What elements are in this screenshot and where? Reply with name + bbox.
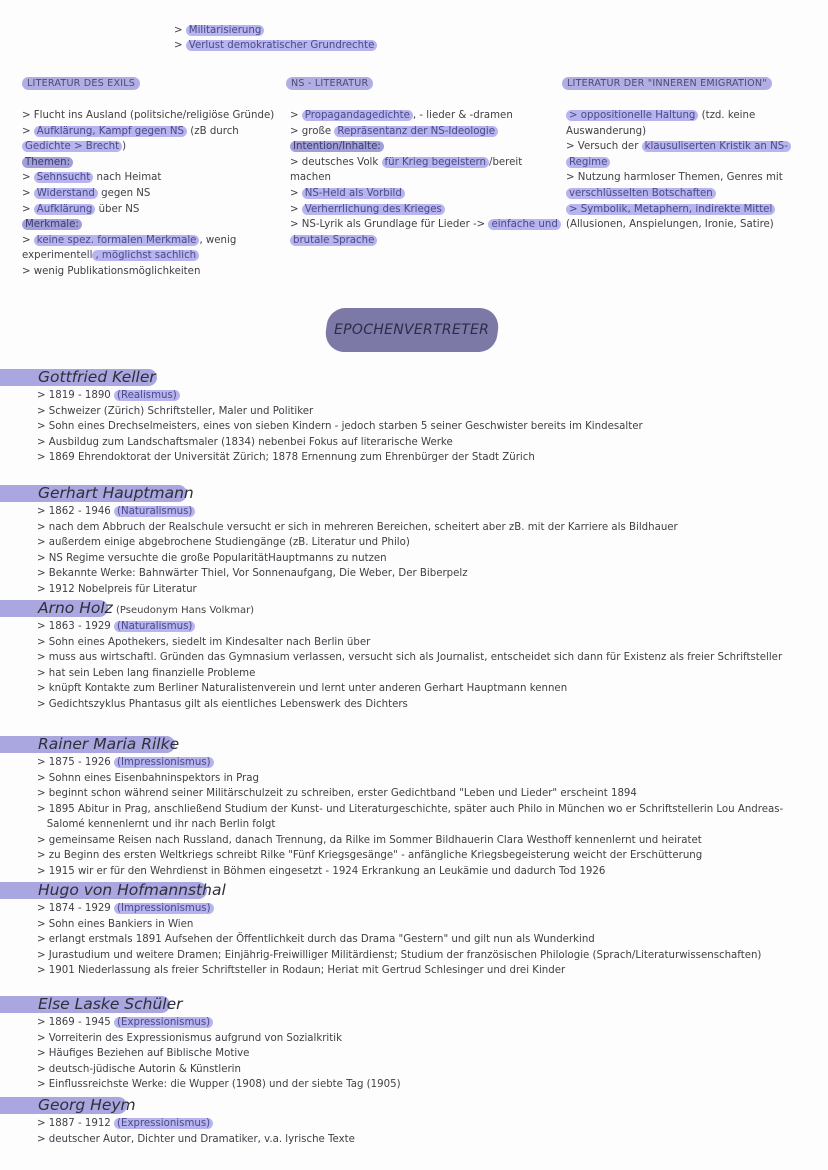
highlight: Sehnsucht	[34, 172, 93, 183]
author-years: > 1874 - 1929 (Impressionismus)	[37, 901, 214, 917]
highlight: Regime	[566, 157, 610, 168]
column-line: > NS-Held als Vorbild	[290, 186, 405, 202]
section-badge-label: EPOCHENVERTRETER	[334, 322, 490, 338]
epoch-tag: (Realismus)	[114, 390, 180, 401]
highlight: Aufklärung, Kampf gegen NS	[34, 126, 187, 137]
author-fact: > Ausbildug zum Landschaftsmaler (1834) nebenbei Fokus auf literarische Werke	[37, 436, 453, 448]
author-name: Gerhart Hauptmann	[38, 484, 194, 502]
column-line	[566, 155, 610, 171]
author-fact: > Sohn eines Bankiers in Wien	[37, 918, 194, 930]
author-name: Arno Holz (Pseudonym Hans Volkmar)	[38, 599, 255, 617]
author-years: > 1887 - 1912 (Expressionismus)	[37, 1116, 213, 1132]
column-line: > Verherrlichung des Krieges	[290, 202, 445, 218]
author-years: > 1862 - 1946 (Naturalismus)	[37, 504, 195, 520]
highlight: für Krieg begeistern	[382, 157, 489, 168]
epoch-tag: (Impressionismus)	[114, 903, 214, 914]
author-fact: > knüpft Kontakte zum Berliner Naturalistenverein und lernt unter anderen Gerhart Hauptmann kennen	[37, 683, 568, 694]
author-name: Else Laske Schüler	[38, 995, 183, 1013]
author-fact: > hat sein Leben lang finanzielle Probleme	[37, 667, 256, 679]
author-fact: > gemeinsame Reisen nach Russland, danach Trennung, da Rilke im Sommer Bildhauerin Clara Westhoff kennenlernt und heiratet	[37, 834, 702, 846]
author-note: (Pseudonym Hans Volkmar)	[112, 605, 255, 616]
author-years: > 1819 - 1890 (Realismus)	[37, 388, 180, 404]
epoch-tag: (Naturalismus)	[114, 506, 195, 517]
top-item-1: > Verlust demokratischer Grundrechte	[174, 38, 377, 54]
column-line: > große Repräsentanz der NS-Ideologie	[290, 124, 498, 140]
highlight: Propagandagedichte	[302, 110, 413, 121]
column-line	[22, 155, 73, 171]
highlight: > Symbolik, Metaphern, indirekte Mittel	[566, 204, 775, 215]
subheading: Themen:	[22, 157, 73, 168]
column-title-ns: NS - LITERATUR	[286, 77, 373, 90]
author-fact: > Bekannte Werke: Bahnwärter Thiel, Vor Sonnenaufgang, Die Weber, Der Biberpelz	[37, 568, 468, 579]
author-fact: > Sohn eines Apothekers, siedelt im Kindesalter nach Berlin über	[37, 636, 371, 648]
author-fact: > 1901 Niederlassung als freier Schriftsteller in Rodaun; Heriat mit Gertrud Schlesinger und drei Kinder	[37, 965, 566, 976]
highlight: , möglichst sachlich	[92, 250, 199, 261]
author-fact: > muss aus wirtschaftl. Gründen das Gymnasium verlassen, versucht sich als Journalist, entscheidet sich dann für Existenz als freier Schriftsteller	[37, 652, 783, 663]
author-fact: > NS Regime versuchte die große PopularitätHauptmanns zu nutzen	[37, 552, 387, 564]
column-line: > Aufklärung über NS	[22, 203, 140, 215]
author-fact: > Sohnn eines Eisenbahninspektors in Prag	[37, 772, 259, 784]
column-line: machen	[290, 172, 331, 184]
highlight: Aufklärung	[34, 204, 96, 215]
column-line: > oppositionelle Haltung (tzd. keine	[566, 108, 755, 124]
column-line: experimentell , möglichst sachlich	[22, 248, 199, 264]
top-item-text: Verlust demokratischer Grundrechte	[186, 40, 378, 51]
epoch-tag: (Expressionismus)	[114, 1017, 213, 1028]
author-fact: > Vorreiterin des Expressionismus aufgrund von Sozialkritik	[37, 1032, 342, 1044]
author-fact: > außerdem einige abgebrochene Studiengänge (zB. Literatur und Philo)	[37, 537, 410, 548]
author-fact: > 1895 Abitur in Prag, anschließend Studium der Kunst- und Literaturgeschichte, später auch Philo in München wo er Schriftstellerin Lou Andreas-	[37, 803, 784, 815]
section-badge	[323, 308, 501, 352]
highlight: Widerstand	[34, 188, 98, 199]
column-line: > NS-Lyrik als Grundlage für Lieder -> einfache und	[290, 217, 561, 233]
author-years: > 1869 - 1945 (Expressionismus)	[37, 1015, 213, 1031]
author-years: > 1875 - 1926 (Impressionismus)	[37, 755, 214, 771]
highlight: keine spez. formalen Merkmale	[34, 235, 200, 246]
highlight: brutale Sprache	[290, 235, 377, 246]
subheading: Intention/Inhalte:	[290, 141, 384, 152]
highlight: Verherrlichung des Krieges	[302, 204, 445, 215]
author-fact: > 1869 Ehrendoktorat der Universität Zürich; 1878 Ernennung zum Ehrenbürger der Stadt Zürich	[37, 452, 535, 463]
top-item-0: > Militarisierung	[174, 23, 264, 39]
epoch-tag: (Expressionismus)	[114, 1118, 213, 1129]
highlight: Repräsentanz der NS-Ideologie	[334, 126, 498, 137]
author-fact: > 1912 Nobelpreis für Literatur	[37, 583, 197, 595]
highlight: einfache und	[488, 219, 560, 230]
column-line: Gedichte > Brecht )	[22, 139, 126, 155]
author-fact: > Gedichtszyklus Phantasus gilt als eientliches Lebenswerk des Dichters	[37, 698, 408, 710]
author-fact: > deutsch-jüdische Autorin & Künstlerin	[37, 1063, 241, 1075]
author-fact: > Schweizer (Zürich) Schriftsteller, Maler und Politiker	[37, 405, 314, 417]
author-fact: Salomé kennenlernt und ihr nach Berlin folgt	[37, 819, 276, 830]
highlight: klausuliserten Kristik an NS-	[642, 141, 791, 152]
column-line: > Widerstand gegen NS	[22, 188, 151, 199]
column-line	[22, 217, 82, 233]
author-fact: > nach dem Abbruch der Realschule versucht er sich in mehreren Bereichen, scheitert aber zB. mit der Karriere als Bildhauer	[37, 521, 678, 533]
epoch-tag: (Naturalismus)	[114, 621, 195, 632]
author-years: > 1863 - 1929 (Naturalismus)	[37, 619, 195, 635]
column-line: > Sehnsucht nach Heimat	[22, 172, 162, 184]
column-line	[290, 233, 377, 249]
highlight: NS-Held als Vorbild	[302, 188, 405, 199]
author-fact: > Häufiges Beziehen auf Biblische Motive	[37, 1048, 250, 1059]
highlight: verschlüsselten Botschaften	[566, 188, 716, 199]
highlight: Gedichte > Brecht	[22, 141, 122, 152]
column-line: > deutsches Volk für Krieg begeistern /bereit	[290, 156, 523, 168]
author-fact: > zu Beginn des ersten Weltkriegs schreibt Rilke "Fünf Kriegsgesänge" - anfängliche Kriegsbegeisterung weicht der Erschütterung	[37, 850, 703, 861]
column-line: (Allusionen, Anspielungen, Ironie, Satire)	[566, 219, 774, 231]
column-line: > Nutzung harmloser Themen, Genres mit	[566, 172, 783, 184]
author-fact: > deutscher Autor, Dichter und Dramatiker, v.a. lyrische Texte	[37, 1133, 355, 1145]
author-fact: > erlangt erstmals 1891 Aufsehen der Öffentlichkeit durch das Drama "Gestern" und gilt nun als Wunderkind	[37, 934, 595, 945]
column-line: > Aufklärung, Kampf gegen NS (zB durch	[22, 125, 239, 137]
author-fact: > Einflussreichste Werke: die Wupper (1908) und der siebte Tag (1905)	[37, 1079, 401, 1090]
top-item-text: Militarisierung	[186, 25, 265, 36]
column-title-innere-emigration: LITERATUR DER "INNEREN EMIGRATION"	[562, 77, 772, 90]
author-name: Gottfried Keller	[38, 368, 156, 386]
column-line	[566, 186, 716, 202]
author-name: Rainer Maria Rilke	[38, 735, 180, 753]
author-name: Georg Heym	[38, 1096, 136, 1114]
author-fact: > beginnt schon während seiner Militärschulzeit zu schreiben, erster Gedichtband "Leben und Lieder" erscheint 1894	[37, 788, 637, 799]
column-line	[566, 202, 775, 218]
column-title-exil: LITERATUR DES EXILS	[22, 77, 140, 90]
column-line: > Versuch der klausuliserten Kristik an NS-	[566, 139, 791, 155]
column-line	[290, 139, 384, 155]
column-line: > keine spez. formalen Merkmale , wenig	[22, 234, 237, 246]
column-line: > Flucht ins Ausland (politsiche/religiöse Gründe)	[22, 110, 275, 121]
author-fact: > Sohn eines Drechselmeisters, eines von sieben Kindern - jedoch starben 5 seiner Geschwister bereits im Kindesalter	[37, 421, 643, 432]
subheading: Merkmale:	[22, 219, 82, 230]
column-line: > Propagandagedichte , - lieder & -dramen	[290, 110, 513, 121]
epoch-tag: (Impressionismus)	[114, 757, 214, 768]
author-fact: > 1915 wir er für den Wehrdienst in Böhmen eingesetzt - 1924 Erkrankung an Leukämie und dadurch Tod 1926	[37, 865, 606, 877]
author-name: Hugo von Hofmannsthal	[38, 881, 226, 899]
author-fact: > Jurastudium und weitere Dramen; Einjährig-Freiwilliger Militärdienst; Studium der französischen Philologie (Sprach/Literaturwissenschaften)	[37, 949, 762, 961]
highlight: > oppositionelle Haltung	[566, 110, 698, 121]
column-line: > wenig Publikationsmöglichkeiten	[22, 266, 201, 277]
column-line: Auswanderung)	[566, 125, 647, 137]
